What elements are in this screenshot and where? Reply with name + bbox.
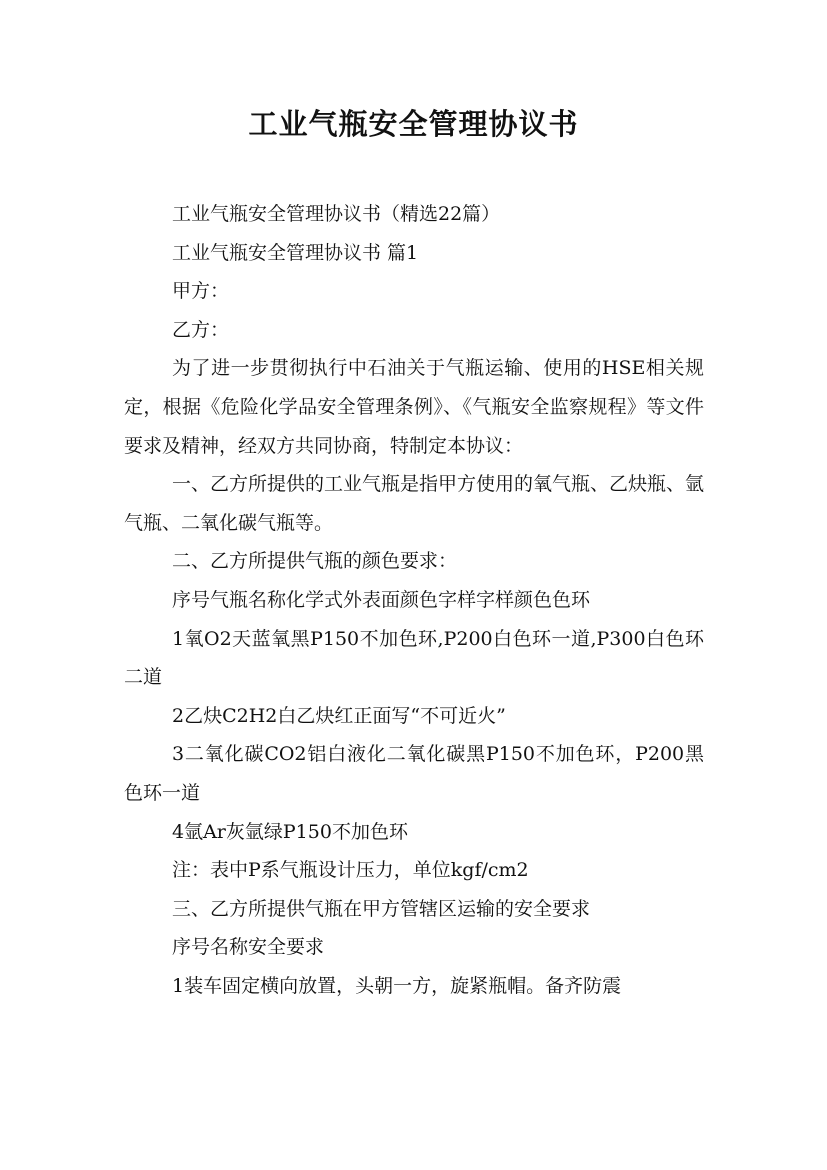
document-body	[124, 195, 704, 1005]
safety-table-header: 序号名称安全要求	[172, 936, 325, 959]
color-table-row: 4氩Ar灰氩绿P150不加色环	[172, 820, 408, 843]
color-table-header: 序号气瓶名称化学式外表面颜色字样字样颜色色环	[172, 588, 591, 611]
table-note: 注：表中P系气瓶设计压力，单位kgf/cm2	[172, 859, 529, 882]
document-title: 工业气瓶安全管理协议书	[248, 107, 579, 141]
color-table-row: 2乙炔C2H2白乙炔红正面写“不可近火”	[172, 704, 506, 727]
color-table-row: 1氧O2天蓝氧黑P150不加色环,P200白色环一道,P300白色环二道	[124, 627, 704, 689]
clause-2-paragraph: 二、乙方所提供气瓶的颜色要求：	[172, 550, 458, 573]
party-b-line: 乙方：	[172, 318, 230, 341]
color-table-row: 3二氧化碳CO2铝白液化二氧化碳黑P150不加色环，P200黑色环一道	[124, 743, 704, 804]
clause-3-paragraph: 三、乙方所提供气瓶在甲方管辖区运输的安全要求	[172, 897, 591, 920]
clause-1-paragraph: 一、乙方所提供的工业气瓶是指甲方使用的氧气瓶、乙炔瓶、氩气瓶、二氧化碳气瓶等。	[124, 473, 705, 534]
safety-table-row: 1装车固定横向放置，头朝一方，旋紧瓶帽。备齐防震	[172, 974, 622, 997]
party-a-line: 甲方：	[172, 280, 230, 303]
subtitle-paragraph: 工业气瓶安全管理协议书（精选22篇）	[172, 203, 501, 225]
intro-paragraph: 为了进一步贯彻执行中石油关于气瓶运输、使用的HSE相关规定，根据《危险化学品安全管理条例》、《气瓶安全监察规程》等文件要求及精神，经双方共同协商，特制定本协议：	[124, 357, 704, 457]
section-heading: 工业气瓶安全管理协议书 篇1	[172, 241, 419, 264]
